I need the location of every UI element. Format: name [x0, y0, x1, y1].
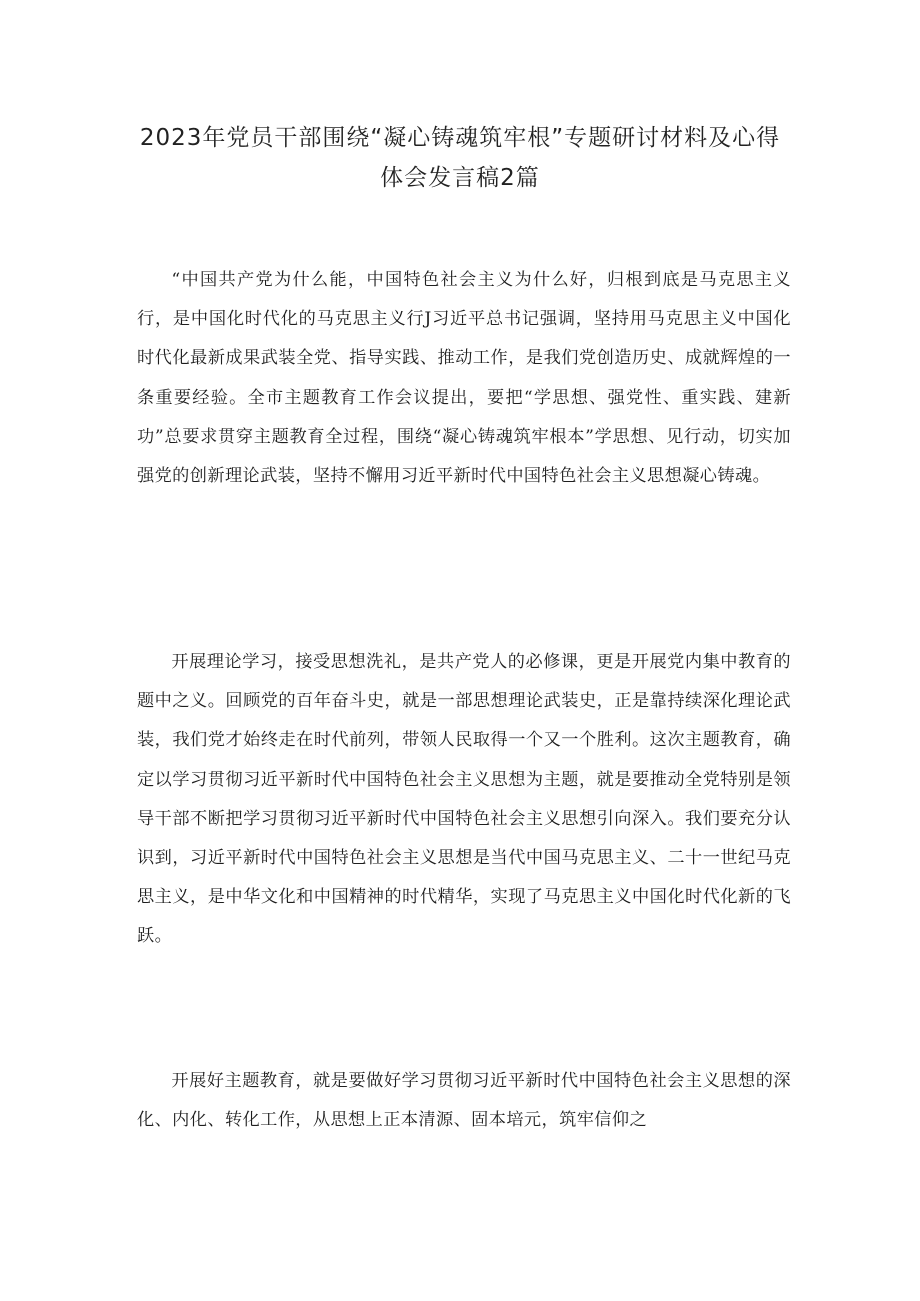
paragraph-1: “中国共产党为什么能，中国特色社会主义为什么好，归根到底是马克思主义行，是中国化时代化的马克思主义行J习近平总书记强调，坚持用马克思主义中国化时代化最新成果武装全党、指导实践、推动工作，是我们党创造历史、成就辉煌的一条重要经验。全市主题教育工作会议提出，要把“学思想、强党性、重实践、建新功”总要求贯穿主题教育全过程，围绕“凝心铸魂筑牢根本”学思想、见行动，切实加强党的创新理论武装，坚持不懈用习近平新时代中国特色社会主义思想凝心铸魂。 — [137, 270, 791, 487]
paragraph-2: 开展理论学习，接受思想洗礼，是共产党人的必修课，更是开展党内集中教育的题中之义。回顾党的百年奋斗史，就是一部思想理论武装史，正是靠持续深化理论武装，我们党才始终走在时代前列，带领人民取得一个又一个胜利。这次主题教育，确定以学习贯彻习近平新时代中国特色社会主义思想为主题，就是要推动全党特别是领导干部不断把学习贯彻习近平新时代中国特色社会主义思想引向深入。我们要充分认识到，习近平新时代中国特色社会主义思想是当代中国马克思主义、二十一世纪马克思主义，是中华文化和中国精神的时代精华，实现了马克思主义中国化时代化新的飞跃。 — [137, 652, 791, 947]
paragraph-3: 开展好主题教育，就是要做好学习贯彻习近平新时代中国特色社会主义思想的深化、内化、转化工作，从思想上正本清源、固本培元，筑牢信仰之 — [137, 1071, 791, 1131]
document-title: 2023年党员干部围绕“凝心铸魂筑牢根”专题研讨材料及心得体会发言稿2篇 — [139, 125, 781, 191]
